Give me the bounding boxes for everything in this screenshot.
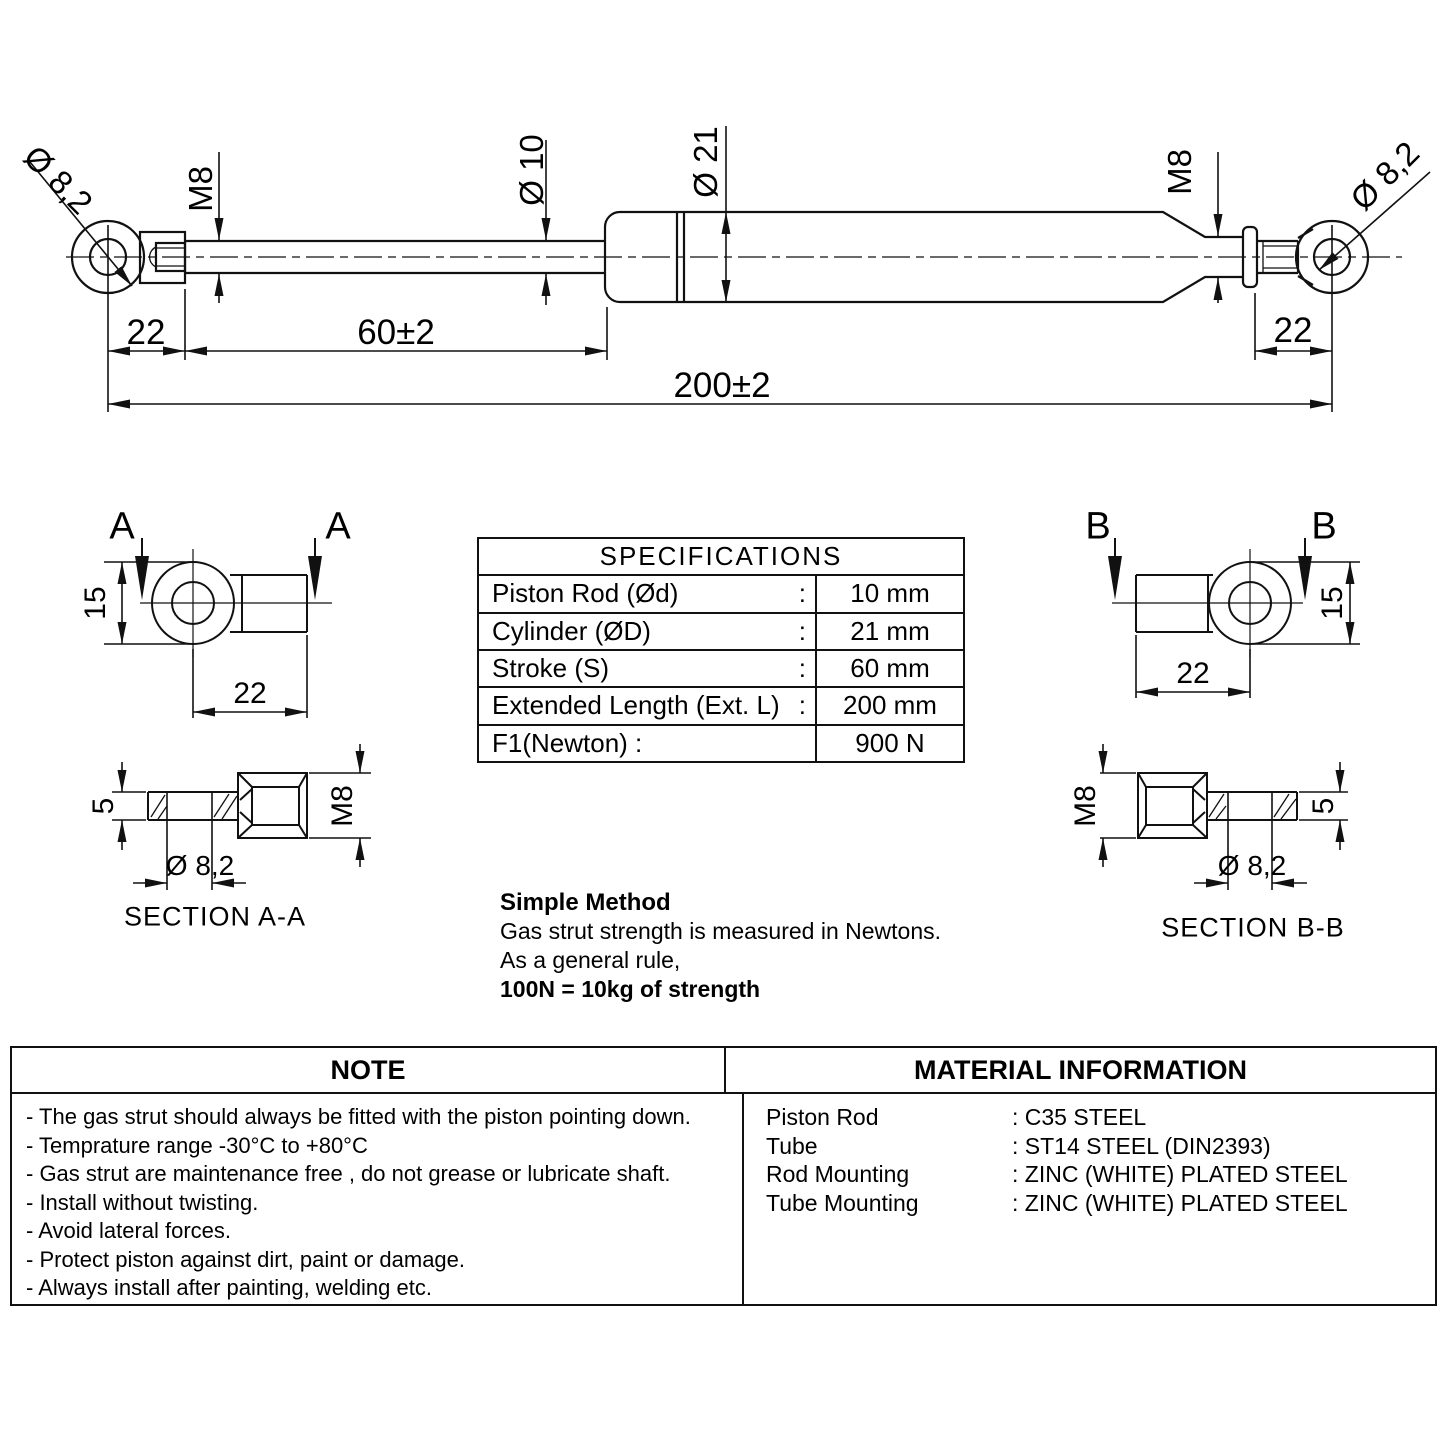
spec-row-piston-rod (479, 576, 963, 613)
view-a-letter-1: A (109, 505, 135, 548)
spec-label: Extended Length (Ext. L) (492, 690, 780, 721)
view-a-dim-22: 22 (233, 677, 267, 710)
dim-extended-200: 200±2 (673, 366, 771, 405)
label-eye-diameter-left: Ø 8,2 (16, 138, 100, 222)
spec-label: Cylinder (ØD) (492, 615, 651, 646)
note-title: NOTE (330, 1054, 406, 1085)
spec-colon: : (798, 690, 806, 721)
label-cylinder-diameter: Ø 21 (687, 126, 724, 198)
section-a-dim-m8: M8 (326, 785, 359, 827)
material-value: : ZINC (WHITE) PLATED STEEL (1012, 1161, 1348, 1187)
material-row (744, 1160, 1435, 1189)
spec-row-extended-length (479, 688, 963, 725)
section-a-dim-5: 5 (87, 797, 120, 815)
label-thread-right-m8: M8 (1161, 149, 1198, 195)
material-row (744, 1189, 1435, 1218)
material-list (742, 1094, 1435, 1304)
simple-method-block (500, 888, 980, 1004)
material-value: : ZINC (WHITE) PLATED STEEL (1012, 1189, 1348, 1216)
view-b-letter-1: B (1085, 505, 1111, 548)
spec-value: 900 N (815, 726, 963, 761)
spec-colon: : (798, 578, 806, 609)
specifications-title: SPECIFICATIONS (479, 539, 963, 576)
spec-label: F1(Newton) : (492, 727, 643, 758)
material-title: MATERIAL INFORMATION (724, 1048, 1435, 1092)
spec-value: 60 mm (815, 651, 963, 686)
spec-value: 200 mm (815, 688, 963, 723)
section-b-dim-m8: M8 (1069, 785, 1102, 827)
note-item: - Avoid lateral forces. (26, 1218, 232, 1243)
spec-label: Piston Rod (Ød) (492, 578, 679, 609)
spec-row-f1 (479, 726, 963, 761)
section-b-dim-5: 5 (1307, 797, 1340, 815)
view-b-dim-22: 22 (1176, 657, 1210, 690)
spec-row-stroke (479, 651, 963, 688)
label-eye-diameter-right: Ø 8,2 (1343, 134, 1427, 218)
note-item: - Protect piston against dirt, paint or damage. (26, 1246, 466, 1272)
note-item: - Install without twisting. (26, 1189, 259, 1215)
note-item: - The gas strut should always be fitted with the piston pointing down. (26, 1104, 691, 1129)
section-a-title: SECTION A-A (123, 901, 307, 932)
spec-label: Stroke (S) (492, 653, 610, 684)
view-a-dim-15: 15 (79, 586, 112, 620)
note-material-header (12, 1048, 1435, 1094)
view-a-letter-2: A (325, 505, 351, 548)
note-material-table (10, 1046, 1437, 1306)
dim-stroke-60: 60±2 (357, 313, 435, 352)
section-b-dim-hole: Ø 8,2 (1217, 850, 1287, 881)
section-a-dim-hole: Ø 8,2 (165, 850, 235, 881)
material-label: Tube Mounting (766, 1189, 919, 1216)
note-list (12, 1094, 742, 1304)
dim-eye-left-22: 22 (126, 313, 166, 352)
label-rod-diameter: Ø 10 (513, 134, 550, 206)
spec-colon: : (798, 653, 806, 684)
label-thread-left-m8: M8 (182, 166, 219, 212)
view-b-dim-15: 15 (1316, 586, 1349, 620)
simple-method-title: Simple Method (500, 889, 671, 916)
view-a-geometry (104, 538, 332, 718)
material-label: Tube (766, 1132, 818, 1159)
spec-row-cylinder (479, 614, 963, 651)
note-item: - Always install after painting, welding etc. (26, 1275, 432, 1300)
view-b-letter-2: B (1311, 505, 1337, 548)
note-item: - Gas strut are maintenance free , do not grease or lubricate shaft. (26, 1161, 671, 1186)
material-row (744, 1103, 1435, 1132)
dim-eye-right-22: 22 (1273, 311, 1313, 350)
spec-value: 21 mm (815, 614, 963, 649)
simple-method-line-3: 100N = 10kg of strength (500, 976, 761, 1002)
simple-method-line-2: As a general rule, (500, 947, 681, 973)
spec-colon: : (798, 615, 806, 646)
material-label: Rod Mounting (766, 1161, 910, 1187)
section-b-title: SECTION B-B (1161, 912, 1345, 943)
material-value: : C35 STEEL (1012, 1104, 1147, 1130)
material-row (744, 1132, 1435, 1161)
material-value: : ST14 STEEL (DIN2393) (1012, 1132, 1271, 1159)
simple-method-line-1: Gas strut strength is measured in Newtons. (500, 918, 942, 944)
material-label: Piston Rod (766, 1104, 879, 1130)
specifications-table (477, 537, 965, 763)
note-item: - Temprature range -30°C to +80°C (26, 1132, 368, 1158)
spec-value: 10 mm (815, 576, 963, 611)
